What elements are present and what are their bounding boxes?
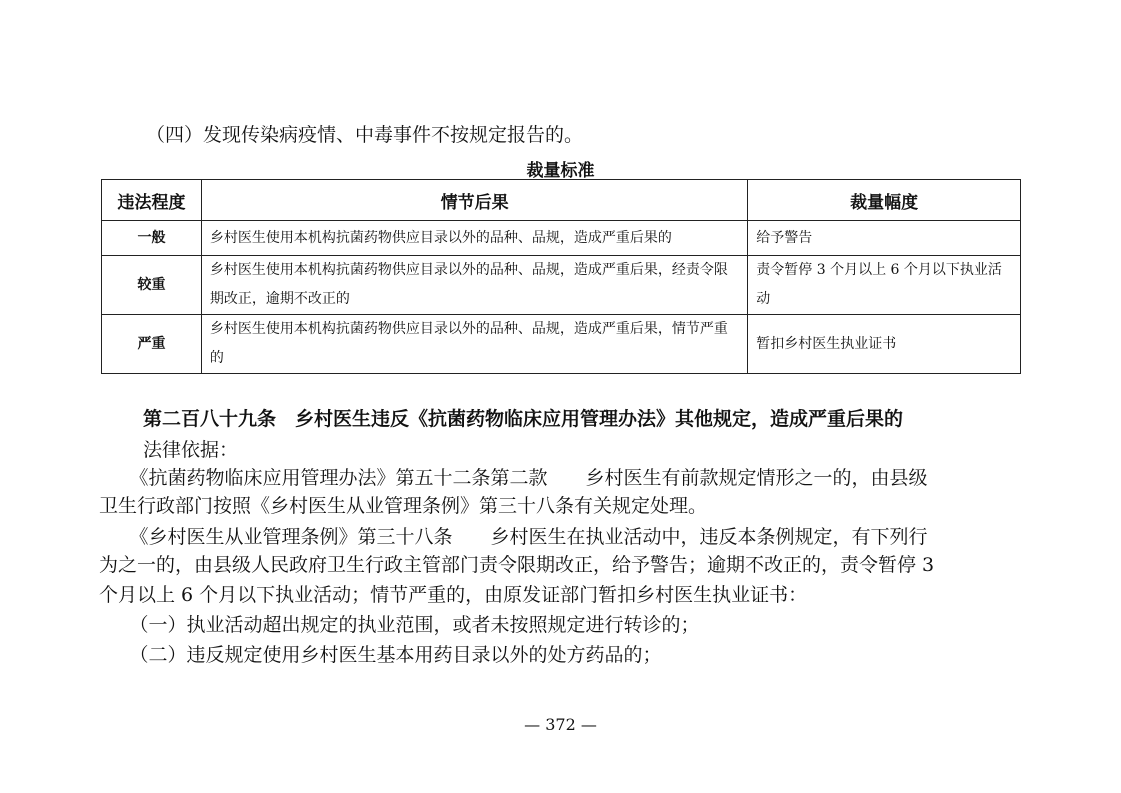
body-line: （一）执业活动超出规定的执业范围，或者未按照规定进行转诊的； <box>120 614 700 636</box>
circumstance-cell: 乡村医生使用本机构抗菌药物供应目录以外的品种、品规，造成严重后果，情节严重的 <box>201 315 747 374</box>
penalty-cell: 暂扣乡村医生执业证书 <box>748 315 1021 374</box>
body-line: 为之一的，由县级人民政府卫生行政主管部门责令限期改正，给予警告；逾期不改正的，责令暂停 3 <box>99 554 935 576</box>
body-line: （二）违反规定使用乡村医生基本用药目录以外的处方药品的； <box>120 644 662 666</box>
legal-basis-label: 法律依据： <box>143 439 239 461</box>
level-cell: 一般 <box>102 221 202 256</box>
table-row <box>102 256 1021 315</box>
circumstance-cell: 乡村医生使用本机构抗菌药物供应目录以外的品种、品规，造成严重后果的 <box>201 221 747 256</box>
article-title: 第二百八十九条 乡村医生违反《抗菌药物临床应用管理办法》其他规定，造成严重后果的 <box>143 408 904 430</box>
table-row <box>102 315 1021 374</box>
body-line: 《抗菌药物临床应用管理办法》第五十二条第二款 乡村医生有前款规定情形之一的，由县级 <box>120 467 928 489</box>
level-cell: 严重 <box>102 315 202 374</box>
body-line: 卫生行政部门按照《乡村医生从业管理条例》第三十八条有关规定处理。 <box>99 495 708 517</box>
body-line: 个月以上 6 个月以下执业活动；情节严重的，由原发证部门暂扣乡村医生执业证书： <box>99 584 808 606</box>
header-violation-level: 违法程度 <box>102 180 202 221</box>
penalty-cell: 责令暂停 3 个月以上 6 个月以下执业活动 <box>748 256 1021 315</box>
body-line: 《乡村医生从业管理条例》第三十八条 乡村医生在执业活动中，违反本条例规定，有下列行 <box>120 526 928 548</box>
header-circumstance: 情节后果 <box>201 180 747 221</box>
header-penalty-range: 裁量幅度 <box>748 180 1021 221</box>
table-caption: 裁量标准 <box>526 161 595 181</box>
circumstance-cell: 乡村医生使用本机构抗菌药物供应目录以外的品种、品规，造成严重后果，经责令限期改正，逾期不改正的 <box>201 256 747 315</box>
penalty-standard-table <box>101 179 1021 374</box>
level-cell: 较重 <box>102 256 202 315</box>
table-row <box>102 221 1021 256</box>
penalty-cell: 给予警告 <box>748 221 1021 256</box>
page-number: — 372 — <box>524 715 597 734</box>
intro-paragraph: （四）发现传染病疫情、中毒事件不按规定报告的。 <box>146 124 584 146</box>
table-header-row <box>102 180 1021 221</box>
